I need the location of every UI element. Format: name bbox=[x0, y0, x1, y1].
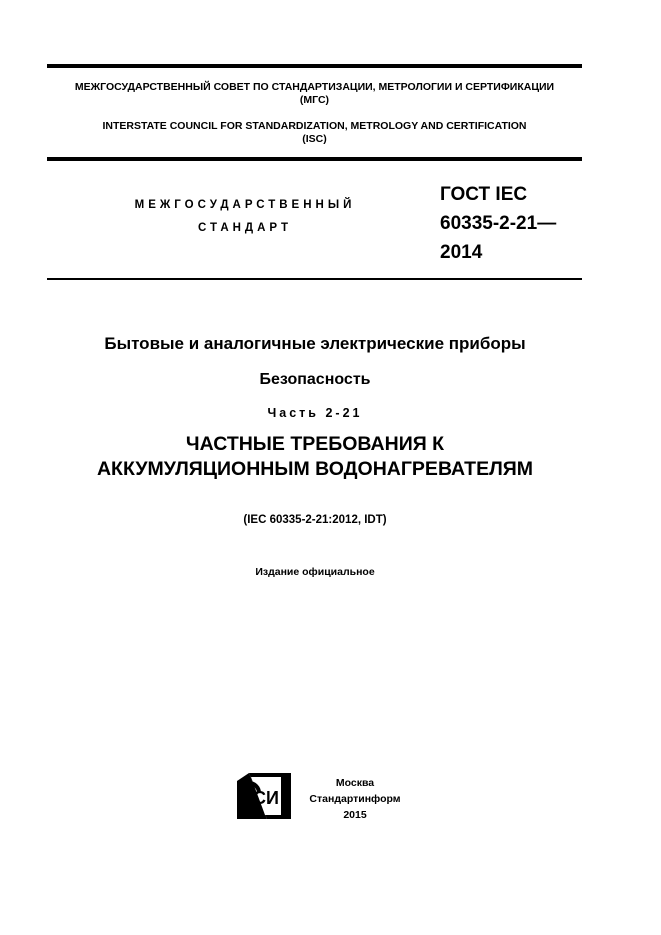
council-en-abbr: (ISC) bbox=[302, 133, 327, 145]
standard-kind-line2: СТАНДАРТ bbox=[198, 222, 292, 234]
standartinform-logo-icon bbox=[237, 773, 291, 819]
council-ru-name: МЕЖГОСУДАРСТВЕННЫЙ СОВЕТ ПО СТАНДАРТИЗАЦИИ, МЕТРОЛОГИИ И СЕРТИФИКАЦИИ bbox=[74, 81, 555, 93]
special-title-line1: ЧАСТНЫЕ ТРЕБОВАНИЯ К bbox=[185, 433, 445, 455]
document-title: Бытовые и аналогичные электрические приборы bbox=[104, 334, 526, 353]
logo-letters: СИ bbox=[253, 788, 279, 808]
gost-line1: ГОСТ IEC bbox=[440, 184, 528, 205]
standard-kind-line1: МЕЖГОСУДАРСТВЕННЫЙ bbox=[134, 199, 356, 211]
imprint-city: Москва bbox=[335, 777, 375, 789]
council-en-name: INTERSTATE COUNCIL FOR STANDARDIZATION, METROLOGY AND CERTIFICATION bbox=[102, 120, 527, 132]
gost-line3: 2014 bbox=[440, 242, 483, 263]
bottom-rule bbox=[47, 278, 582, 280]
middle-rule bbox=[47, 157, 582, 161]
council-en-block bbox=[47, 120, 582, 146]
gost-designation bbox=[440, 180, 590, 267]
document-subtitle: Безопасность bbox=[259, 371, 371, 388]
imprint-publisher: Стандартинформ bbox=[309, 793, 401, 805]
imprint-block bbox=[300, 775, 410, 823]
document-part: Часть 2-21 bbox=[267, 406, 363, 420]
edition-note: Издание официальное bbox=[255, 566, 375, 578]
special-title-line2: АККУМУЛЯЦИОННЫМ ВОДОНАГРЕВАТЕЛЯМ bbox=[96, 458, 534, 480]
imprint-year: 2015 bbox=[343, 809, 367, 821]
special-requirements-title bbox=[20, 432, 610, 482]
top-rule bbox=[47, 64, 582, 68]
gost-line2: 60335-2-21— bbox=[440, 213, 557, 234]
iec-reference: (IEC 60335-2-21:2012, IDT) bbox=[243, 514, 387, 526]
council-ru-abbr: (МГС) bbox=[299, 94, 330, 106]
council-ru-block bbox=[47, 81, 582, 107]
